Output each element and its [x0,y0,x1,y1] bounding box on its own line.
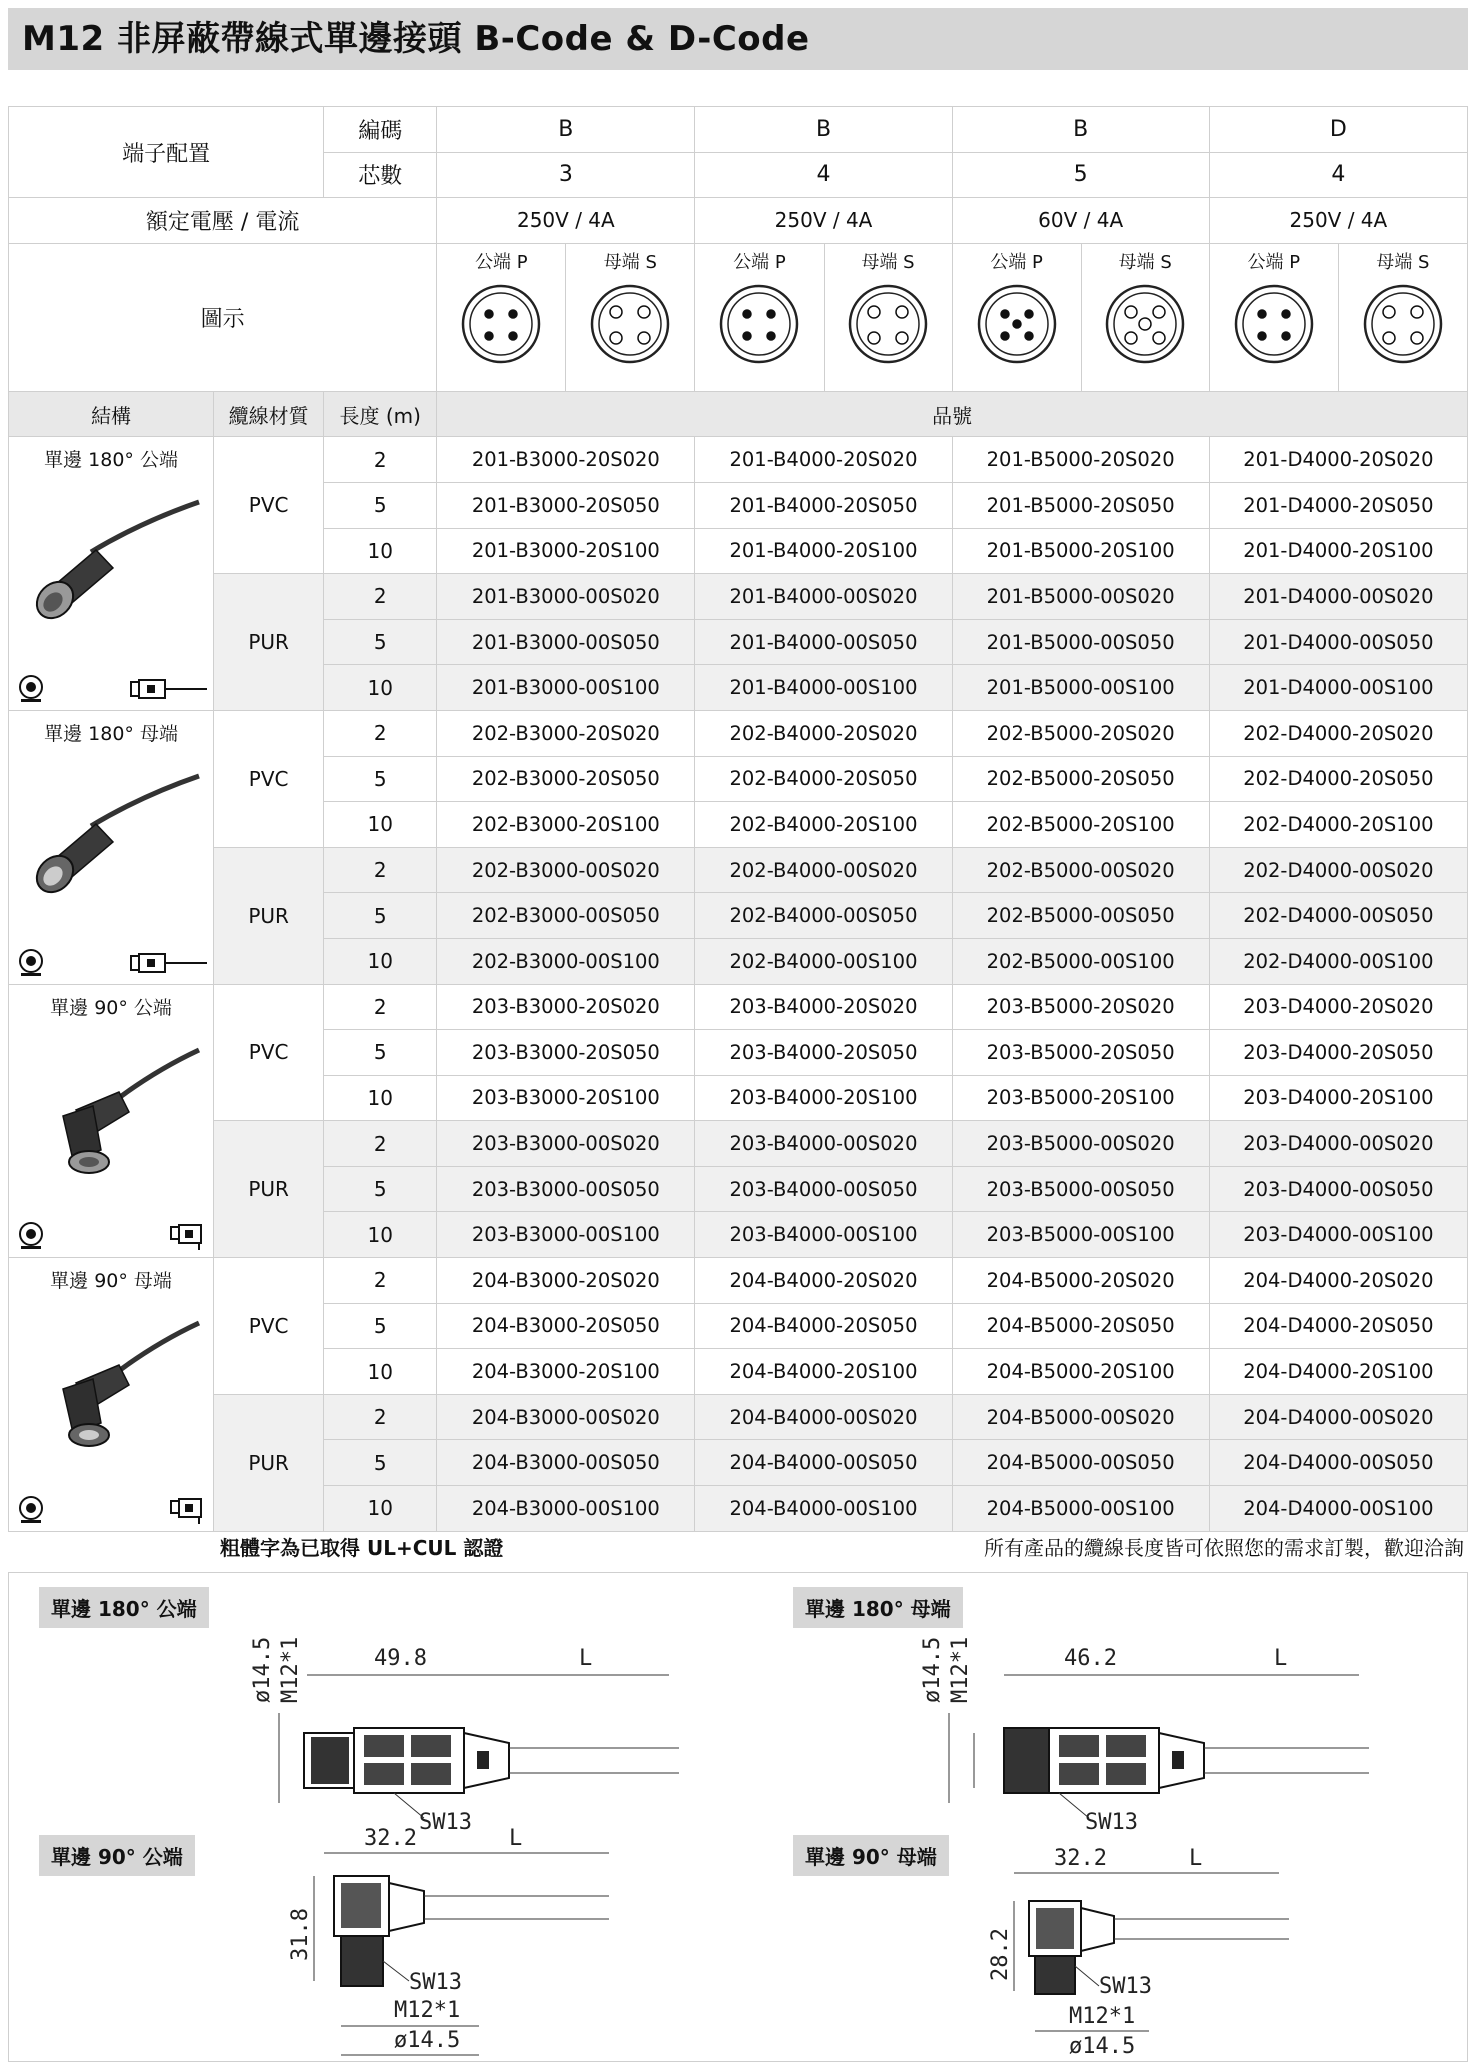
cable-material-label: 纜線材質 [214,391,324,437]
length-cell: 2 [324,437,437,483]
ul-cul-logo-icon [13,1495,49,1525]
length-cell: 2 [324,847,437,893]
part-number-cell: 204-B3000-00S050 [437,1440,695,1486]
cable-material-cell: PUR [214,1121,324,1258]
straight-female-drawing [909,1633,1379,1833]
drawing-label: 單邊 90° 公端 [39,1835,195,1876]
male-label: 公端 P [990,251,1043,273]
part-number-cell: 203-B5000-20S050 [952,1030,1209,1076]
part-number-cell: 202-B4000-20S100 [695,802,952,848]
rating-value: 250V / 4A [437,198,695,244]
length-cell: 5 [324,482,437,528]
part-number-cell: 201-D4000-20S020 [1209,437,1467,483]
part-number-cell: 202-B4000-20S050 [695,756,952,802]
length-cell: 2 [324,710,437,756]
part-number-cell: 201-B5000-20S020 [952,437,1209,483]
part-number-cell: 204-B4000-20S100 [695,1349,952,1395]
part-number-cell: 201-B4000-00S050 [695,619,952,665]
length-cell: 10 [324,665,437,711]
length-cell: 5 [324,619,437,665]
part-number-cell: 201-D4000-00S100 [1209,665,1467,711]
part-number-cell: 202-B4000-00S020 [695,847,952,893]
length-cell: 10 [324,1349,437,1395]
coding-label: 編碼 [324,107,437,153]
rating-value: 250V / 4A [695,198,952,244]
length-cell: 2 [324,984,437,1030]
part-number-cell: 204-D4000-00S020 [1209,1394,1467,1440]
cable-material-cell: PUR [214,574,324,711]
table-row [9,984,1468,1030]
part-number-cell: 204-B3000-20S100 [437,1349,695,1395]
structure-cell [9,984,214,1258]
dimension-drawings [8,1572,1468,2062]
part-number-cell: 203-B4000-00S020 [695,1121,952,1167]
female-pinout-icon [846,282,930,366]
cores-value: 5 [952,152,1209,198]
female-pinout-icon [1361,282,1445,366]
dim-cable: L [579,1646,593,1671]
dim-thread: M12*1 [278,1636,303,1703]
terminal-config-label: 端子配置 [9,107,324,198]
part-number-cell: 202-B5000-20S050 [952,756,1209,802]
cores-label: 芯數 [324,152,437,198]
female-label: 母端 S [1118,251,1172,273]
part-number-cell: 203-B3000-20S050 [437,1030,695,1076]
part-number-cell: 202-B5000-20S020 [952,710,1209,756]
female-label: 母端 S [1376,251,1430,273]
structure-cell [9,710,214,984]
dim-wrench: SW13 [1085,1810,1138,1833]
length-cell: 2 [324,1394,437,1440]
cable-material-cell: PVC [214,1258,324,1395]
part-number-cell: 204-B3000-00S020 [437,1394,695,1440]
length-cell: 5 [324,893,437,939]
length-cell: 10 [324,528,437,574]
dim-wrench: SW13 [1099,1974,1152,1999]
part-no-label: 品號 [437,391,1468,437]
female-pinout-icon [588,282,672,366]
part-number-cell: 204-B3000-00S100 [437,1486,695,1532]
part-number-cell: 202-D4000-20S100 [1209,802,1467,848]
custom-length-note: 所有產品的纜線長度皆可依照您的需求訂製，歡迎洽詢 [984,1536,1464,1560]
structure-label: 單邊 180° 公端 [44,449,178,472]
coding-value: D [1209,107,1467,153]
drawing-label: 單邊 180° 母端 [793,1587,963,1628]
part-number-cell: 203-D4000-00S100 [1209,1212,1467,1258]
part-number-cell: 204-D4000-20S050 [1209,1303,1467,1349]
certification-icons [13,1495,209,1525]
part-number-cell: 202-B5000-20S100 [952,802,1209,848]
structure-cell [9,1258,214,1532]
part-number-cell: 202-B5000-00S050 [952,893,1209,939]
female-pinout-cell [1081,243,1209,391]
certification-icons [13,674,209,704]
length-cell: 2 [324,1121,437,1167]
part-number-cell: 203-B5000-20S100 [952,1075,1209,1121]
rating-value: 60V / 4A [952,198,1209,244]
dim-diameter: ø14.5 [1069,2034,1136,2059]
male-pinout-icon [459,282,543,366]
drawing-label: 單邊 180° 公端 [39,1587,209,1628]
part-number-cell: 201-B5000-00S050 [952,619,1209,665]
dim-length: 32.2 [364,1826,417,1851]
part-number-cell: 201-B4000-00S100 [695,665,952,711]
part-number-cell: 202-B4000-20S020 [695,710,952,756]
dim-thread: M12*1 [394,1998,461,2023]
male-label: 公端 P [733,251,786,273]
length-cell: 5 [324,1030,437,1076]
dim-height: 28.2 [988,1928,1013,1981]
drawing-label: 單邊 90° 母端 [793,1835,949,1876]
male-pinout-cell [952,243,1081,391]
part-number-cell: 202-D4000-00S100 [1209,938,1467,984]
part-number-cell: 202-D4000-00S020 [1209,847,1467,893]
part-number-cell: 202-B4000-00S100 [695,938,952,984]
dim-wrench: SW13 [409,1970,462,1995]
rating-label: 額定電壓 / 電流 [9,198,437,244]
angled-female-connector-icon [21,1303,201,1463]
part-number-cell: 202-B5000-00S020 [952,847,1209,893]
part-number-cell: 203-D4000-20S100 [1209,1075,1467,1121]
dim-wrench: SW13 [419,1810,472,1833]
dim-height: 31.8 [288,1908,313,1961]
dim-length: 49.8 [374,1646,427,1671]
coding-value: B [952,107,1209,153]
straight-male-drawing [219,1633,689,1833]
certification-icons [13,948,209,978]
dim-diameter: ø14.5 [394,2028,461,2053]
cores-value: 4 [695,152,952,198]
rating-value: 250V / 4A [1209,198,1467,244]
part-number-cell: 204-D4000-20S100 [1209,1349,1467,1395]
part-number-cell: 203-D4000-00S050 [1209,1166,1467,1212]
angled-female-drawing [969,1831,1329,2061]
length-cell: 2 [324,1258,437,1304]
male-pinout-icon [975,282,1059,366]
dim-cable: L [1189,1846,1203,1871]
cable-material-cell: PVC [214,437,324,574]
part-number-cell: 201-D4000-20S050 [1209,482,1467,528]
cable-material-cell: PUR [214,1394,324,1531]
male-pinout-cell [437,243,566,391]
angled-male-drawing [269,1821,629,2061]
part-number-cell: 204-B4000-00S020 [695,1394,952,1440]
part-number-cell: 201-D4000-00S020 [1209,574,1467,620]
part-number-cell: 204-B4000-00S100 [695,1486,952,1532]
dim-thread: M12*1 [948,1636,973,1703]
cable-material-cell: PUR [214,847,324,984]
straight-male-connector-icon [21,482,201,642]
part-number-cell: 203-B3000-00S050 [437,1166,695,1212]
part-number-cell: 201-B5000-20S050 [952,482,1209,528]
female-pinout-cell [824,243,952,391]
length-label: 長度 (m) [324,391,437,437]
table-row [9,1258,1468,1304]
part-number-cell: 203-B4000-20S020 [695,984,952,1030]
dim-cable: L [1274,1646,1288,1671]
dim-thread: M12*1 [1069,2004,1136,2029]
length-cell: 5 [324,756,437,802]
cable-material-cell: PVC [214,710,324,847]
part-number-cell: 201-B4000-00S020 [695,574,952,620]
part-number-cell: 202-B3000-20S050 [437,756,695,802]
female-pinout-cell [566,243,695,391]
structure-label: 結構 [9,391,214,437]
part-number-cell: 201-B5000-00S100 [952,665,1209,711]
cores-value: 4 [1209,152,1467,198]
part-number-cell: 204-B5000-20S100 [952,1349,1209,1395]
part-number-cell: 204-B5000-00S100 [952,1486,1209,1532]
length-cell: 5 [324,1303,437,1349]
male-pinout-icon [717,282,801,366]
female-pinout-icon [1103,282,1187,366]
part-number-cell: 204-B5000-20S050 [952,1303,1209,1349]
part-number-cell: 201-D4000-00S050 [1209,619,1467,665]
ul-cul-logo-icon [13,948,49,978]
ul-cul-logo-icon [13,1221,49,1251]
part-number-cell: 201-B4000-20S020 [695,437,952,483]
structure-label: 單邊 90° 公端 [50,996,172,1019]
dim-diameter: ø14.5 [920,1636,945,1703]
part-number-cell: 204-B4000-20S020 [695,1258,952,1304]
part-number-cell: 203-B4000-00S100 [695,1212,952,1258]
part-number-cell: 203-B4000-00S050 [695,1166,952,1212]
dim-length: 46.2 [1064,1646,1117,1671]
angled-male-connector-icon [21,1030,201,1190]
straight-female-connector-icon [21,756,201,916]
spec-table [8,106,1468,1532]
length-cell: 10 [324,1075,437,1121]
cable-material-cell: PVC [214,984,324,1121]
straight-plug-symbol-icon [129,948,209,978]
part-number-cell: 203-B4000-20S100 [695,1075,952,1121]
part-number-cell: 204-B5000-00S020 [952,1394,1209,1440]
part-number-cell: 202-B3000-20S100 [437,802,695,848]
table-row [9,847,1468,893]
angled-plug-symbol-icon [169,1495,209,1525]
part-number-cell: 202-B3000-00S050 [437,893,695,939]
dim-length: 32.2 [1054,1846,1107,1871]
male-pinout-cell [1209,243,1338,391]
ul-note: 粗體字為已取得 UL+CUL 認證 [220,1536,504,1560]
part-number-cell: 201-B3000-20S050 [437,482,695,528]
coding-value: B [695,107,952,153]
part-number-cell: 203-B3000-00S100 [437,1212,695,1258]
certification-icons [13,1221,209,1251]
part-number-cell: 203-B5000-20S020 [952,984,1209,1030]
part-number-cell: 204-B3000-20S050 [437,1303,695,1349]
part-number-cell: 203-B5000-00S100 [952,1212,1209,1258]
part-number-cell: 202-D4000-20S050 [1209,756,1467,802]
length-cell: 10 [324,1486,437,1532]
part-number-cell: 204-B4000-00S050 [695,1440,952,1486]
straight-plug-symbol-icon [129,674,209,704]
part-number-cell: 201-B3000-20S020 [437,437,695,483]
cores-value: 3 [437,152,695,198]
part-number-cell: 203-B5000-00S020 [952,1121,1209,1167]
page-title: M12 非屏蔽帶線式單邊接頭 B-Code & D-Code [22,19,810,59]
part-number-cell: 203-D4000-20S050 [1209,1030,1467,1076]
part-number-cell: 203-B5000-00S050 [952,1166,1209,1212]
part-number-cell: 203-D4000-20S020 [1209,984,1467,1030]
female-label: 母端 S [861,251,915,273]
structure-label: 單邊 90° 母端 [50,1270,172,1293]
length-cell: 5 [324,1166,437,1212]
part-number-cell: 201-B3000-20S100 [437,528,695,574]
part-number-cell: 202-B4000-00S050 [695,893,952,939]
part-number-cell: 204-D4000-00S100 [1209,1486,1467,1532]
part-number-cell: 201-B4000-20S100 [695,528,952,574]
male-pinout-cell [695,243,824,391]
part-number-cell: 201-B3000-00S050 [437,619,695,665]
part-number-cell: 202-B3000-00S100 [437,938,695,984]
part-number-cell: 204-B5000-20S020 [952,1258,1209,1304]
structure-cell [9,437,214,711]
table-row [9,437,1468,483]
length-cell: 10 [324,802,437,848]
part-number-cell: 203-D4000-00S020 [1209,1121,1467,1167]
part-number-cell: 202-B3000-20S020 [437,710,695,756]
length-cell: 5 [324,1440,437,1486]
ul-cul-logo-icon [13,674,49,704]
length-cell: 10 [324,1212,437,1258]
part-number-cell: 203-B3000-00S020 [437,1121,695,1167]
table-row [9,710,1468,756]
female-label: 母端 S [603,251,657,273]
part-number-cell: 204-B3000-20S020 [437,1258,695,1304]
angled-plug-symbol-icon [169,1221,209,1251]
part-number-cell: 203-B4000-20S050 [695,1030,952,1076]
table-row [9,1121,1468,1167]
part-number-cell: 204-B4000-20S050 [695,1303,952,1349]
table-row [9,1394,1468,1440]
length-cell: 2 [324,574,437,620]
part-number-cell: 202-B5000-00S100 [952,938,1209,984]
structure-label: 單邊 180° 母端 [44,722,178,745]
part-number-cell: 201-B3000-00S100 [437,665,695,711]
table-row [9,574,1468,620]
dim-diameter: ø14.5 [250,1636,275,1703]
part-number-cell: 203-B3000-20S100 [437,1075,695,1121]
part-number-cell: 201-B3000-00S020 [437,574,695,620]
male-pinout-icon [1232,282,1316,366]
part-number-cell: 201-D4000-20S100 [1209,528,1467,574]
part-number-cell: 201-B4000-20S050 [695,482,952,528]
part-number-cell: 204-D4000-00S050 [1209,1440,1467,1486]
part-number-cell: 201-B5000-00S020 [952,574,1209,620]
female-pinout-cell [1338,243,1467,391]
part-number-cell: 201-B5000-20S100 [952,528,1209,574]
part-number-cell: 203-B3000-20S020 [437,984,695,1030]
part-number-cell: 202-D4000-00S050 [1209,893,1467,939]
part-number-cell: 202-D4000-20S020 [1209,710,1467,756]
title-bar [8,8,1468,70]
diagram-label: 圖示 [9,243,437,391]
dim-cable: L [509,1826,523,1851]
coding-value: B [437,107,695,153]
part-number-cell: 204-B5000-00S050 [952,1440,1209,1486]
male-label: 公端 P [1247,251,1301,273]
length-cell: 10 [324,938,437,984]
male-label: 公端 P [475,251,528,273]
part-number-cell: 204-D4000-20S020 [1209,1258,1467,1304]
part-number-cell: 202-B3000-00S020 [437,847,695,893]
